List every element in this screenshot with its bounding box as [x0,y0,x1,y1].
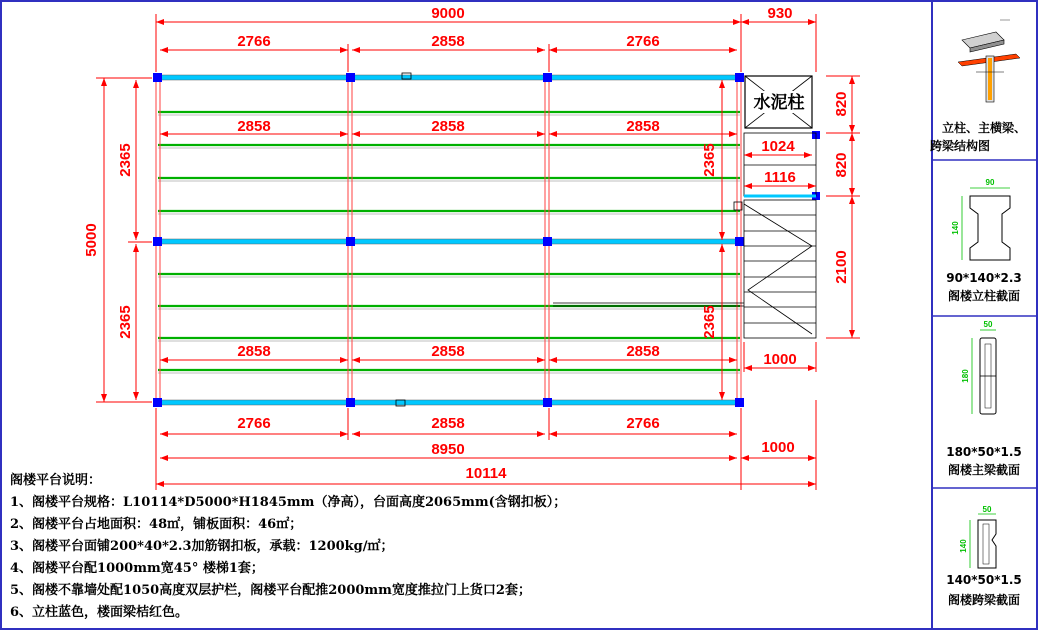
note-line-5: 5、阁楼不靠墙处配1050高度双层护栏，阁楼平台配推2000mm宽度推拉门上货口2套； [10,583,531,598]
dim-inner-top-1: 2858 [237,118,271,135]
dim-right-lower: 2365 [701,305,718,339]
dim-landing-1: 1024 [761,138,795,155]
dim-landing-2: 1116 [764,169,796,186]
dim-bottom-span-2: 2858 [431,415,465,432]
panel1-label-line1: 立柱、主横梁、 [941,121,1027,135]
column-section [962,188,1010,260]
dim-top-total: 9000 [431,5,465,22]
dim-bottom-span-3: 2766 [626,415,660,432]
note-line-4: 4、阁楼平台配1000mm宽45° 楼梯1套； [10,561,264,576]
note-line-3: 3、阁楼平台面铺200*40*2.3加筋钢扣板，承载：1200kg/㎡； [10,539,394,554]
span-beam-height-label: 140 [959,539,968,553]
dim-inner-bottom-3: 2858 [626,343,660,360]
panel3-label-line2: 阁楼主梁截面 [947,463,1021,477]
panel1-label-line2: 跨梁结构图 [929,139,991,153]
panel3-label-line1: 180*50*1.5 [946,445,1022,459]
panel4-label-line1: 140*50*1.5 [946,573,1022,587]
span-beam-section [970,514,996,568]
main-beam-height-label: 180 [961,369,970,383]
cement-column-label: 水泥柱 [753,93,805,112]
dim-stair-width: 1000 [763,351,797,368]
dim-overall: 10114 [465,465,507,482]
dim-left-lower: 2365 [117,305,134,339]
dim-top-span-1: 2766 [237,33,271,50]
dim-top-span-2: 2858 [431,33,465,50]
note-line-6: 6、立柱蓝色，楼面梁桔红色。 [10,605,189,620]
dim-right-upper: 2365 [701,143,718,177]
dim-left-upper: 2365 [117,143,134,177]
dim-inner-bottom-1: 2858 [237,343,271,360]
panel2-label-line1: 90*140*2.3 [946,271,1022,285]
column-width-label: 90 [985,178,995,187]
sidebar [930,20,1037,607]
note-line-1: 1、阁楼平台规格：L10114*D5000*H1845mm（净高），台面高度2065mm(含钢扣板）； [10,495,567,510]
dim-inner-top-3: 2858 [626,118,660,135]
dim-inner-top-2: 2858 [431,118,465,135]
dim-stair-r3: 2100 [833,250,850,284]
dim-top-right: 930 [767,5,793,22]
column-height-label: 140 [951,221,960,235]
dim-bottom-span-1: 2766 [237,415,271,432]
dim-bottom-total: 8950 [431,441,465,458]
panel2-label-line2: 阁楼立柱截面 [947,289,1021,303]
panel4-label-line2: 阁楼跨梁截面 [947,593,1021,607]
staircase [744,200,816,338]
main-beam-section [972,330,996,414]
note-line-2: 2、阁楼平台占地面积：48㎡，铺板面积：46㎡； [10,517,303,532]
span-beam-width-label: 50 [982,505,992,514]
dim-stair-r2: 820 [833,152,850,178]
dim-left-total: 5000 [83,223,100,257]
dim-top-span-3: 2766 [626,33,660,50]
main-beam-width-label: 50 [983,320,993,329]
notes-block [10,472,566,620]
notes-title: 阁楼平台说明： [10,473,102,488]
dim-bottom-right: 1000 [761,439,795,456]
structure-3d-sketch [958,20,1020,102]
dim-inner-bottom-2: 2858 [431,343,465,360]
dim-stair-r1: 820 [833,91,850,117]
